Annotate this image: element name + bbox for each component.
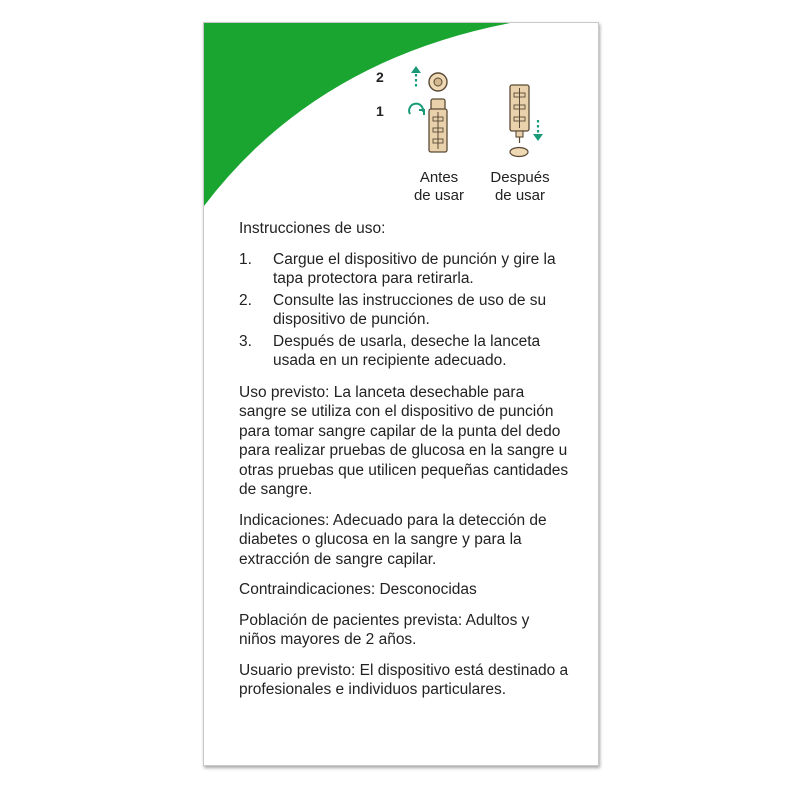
instructions-content bbox=[239, 219, 569, 711]
instructions-steps bbox=[239, 250, 569, 371]
after-use-label-line2: de usar bbox=[494, 187, 546, 204]
instruction-card bbox=[203, 22, 599, 766]
before-use-label bbox=[401, 169, 477, 205]
instructions-title: Instrucciones de uso: bbox=[239, 220, 386, 237]
lancet-before-icon bbox=[429, 99, 447, 152]
step-1-number: 1 bbox=[376, 103, 384, 119]
arrow-down-icon bbox=[533, 120, 543, 141]
indications-paragraph: Indicaciones: Adecuado para la detección de diabetes o glucosa en la sangre y para la extracción de sangre capilar. bbox=[239, 511, 547, 568]
after-use-label bbox=[480, 169, 560, 205]
after-use-label-line1: Después bbox=[490, 169, 550, 186]
instruction-step bbox=[239, 291, 569, 330]
before-use-label-line2: de usar bbox=[413, 187, 465, 204]
step-text: Después de usarla, deseche la lanceta usada en un recipiente adecuado. bbox=[273, 332, 541, 369]
arrow-up-icon bbox=[411, 66, 421, 87]
step-number: 3. bbox=[239, 332, 252, 350]
step-text: Consulte las instrucciones de uso de su dispositivo de punción. bbox=[273, 291, 547, 328]
step-number: 1. bbox=[239, 250, 252, 268]
intended-user-paragraph: Usuario previsto: El dispositivo está destinado a profesionales e individuos particulares. bbox=[239, 661, 569, 698]
before-use-label-line1: Antes bbox=[419, 169, 459, 186]
step-text: Cargue el dispositivo de punción y gire la tapa protectora para retirarla. bbox=[273, 250, 556, 287]
intended-use-paragraph: Uso previsto: La lanceta desechable para sangre se utiliza con el dispositivo de punción para tomar sangre capilar de la punta del dedo para realizar pruebas de glucosa en la sangre u otras pruebas que utilicen pequeñas cantidades de sangre. bbox=[239, 383, 569, 498]
step-number: 2. bbox=[239, 291, 252, 309]
lancet-cap-icon bbox=[429, 73, 447, 91]
patient-population-paragraph: Población de pacientes prevista: Adultos y niños mayores de 2 años. bbox=[239, 611, 530, 648]
lancet-after-icon bbox=[510, 85, 529, 143]
lancet-cap-removed-icon bbox=[510, 148, 528, 157]
step-2-number: 2 bbox=[376, 69, 384, 85]
instruction-step bbox=[239, 250, 569, 289]
instruction-step bbox=[239, 332, 569, 371]
rotate-arrow-icon bbox=[409, 104, 424, 115]
contraindications-paragraph: Contraindicaciones: Desconocidas bbox=[239, 581, 477, 598]
